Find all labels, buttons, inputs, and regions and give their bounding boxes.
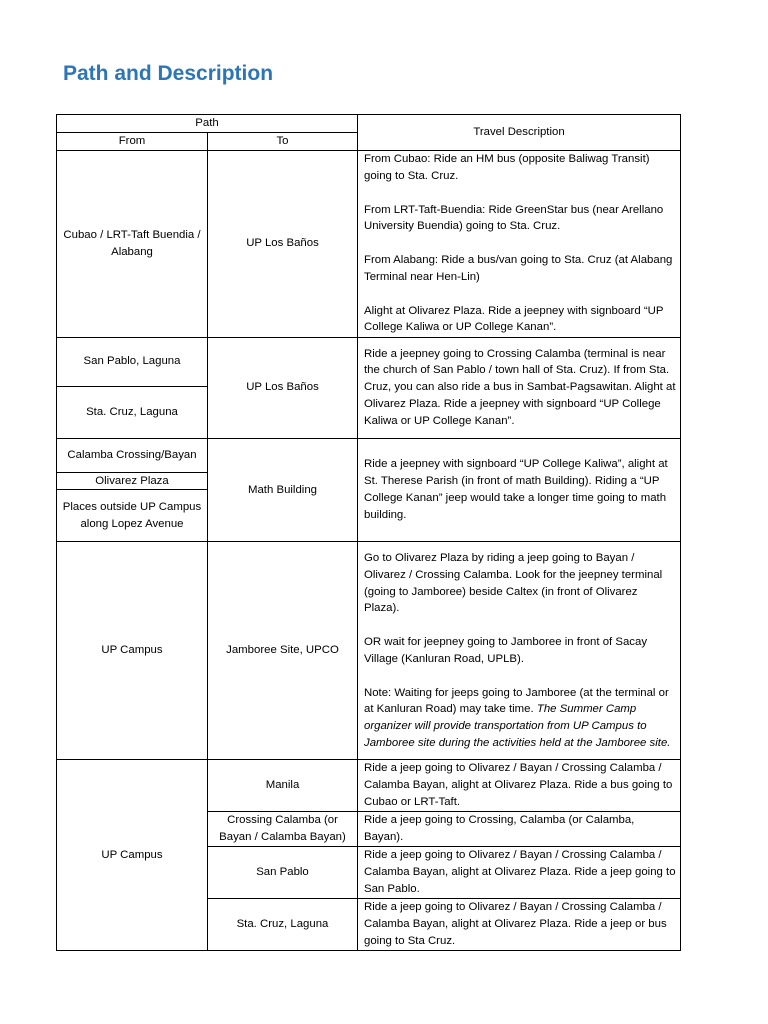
to-cell: Sta. Cruz, Laguna <box>208 898 358 950</box>
table-row <box>57 438 681 472</box>
description-paragraph: From LRT-Taft-Buendia: Ride GreenStar bus (near Arellano University Buendia) going to Sta. Cruz. <box>364 203 664 233</box>
from-cell: Cubao / LRT-Taft Buendia / Alabang <box>57 150 208 337</box>
description-cell: Ride a jeep going to Olivarez / Bayan / Crossing Calamba / Calamba Bayan, alight at Olivarez Plaza. Ride a jeep going to San Pablo. <box>358 846 681 898</box>
from-cell: Places outside UP Campus along Lopez Avenue <box>57 490 208 542</box>
description-cell: Ride a jeepney going to Crossing Calamba (terminal is near the church of San Pablo / town hall of Sta. Cruz). If from Sta. Cruz, you can also ride a bus in Sambat-Pagsawitan. Alight at Olivarez Plaza. Ride a jeepney with signboard “UP College Kaliwa or UP College Kanan”. <box>358 337 681 438</box>
from-cell: Sta. Cruz, Laguna <box>57 386 208 438</box>
note-italic-text: The Summer Camp organizer will provide transportation from UP Campus to Jamboree site during the activities held at the Jamboree site. <box>364 703 671 750</box>
header-row <box>57 115 681 133</box>
header-path: Path <box>57 115 358 133</box>
from-cell: Calamba Crossing/Bayan <box>57 438 208 472</box>
description-paragraph: Go to Olivarez Plaza by riding a jeep going to Bayan / Olivarez / Crossing Calamba. Look for the jeepney terminal (going to Jamboree) beside Caltex (in front of Olivarez Plaza). <box>364 551 663 615</box>
description-paragraph: From Cubao: Ride an HM bus (opposite Baliwag Transit) going to Sta. Cruz. <box>364 152 650 182</box>
to-cell: UP Los Baños <box>208 337 358 438</box>
section-heading: Path and Description <box>63 62 274 85</box>
table-row <box>57 337 681 386</box>
description-cell <box>358 542 681 760</box>
description-cell: Ride a jeepney with signboard “UP College Kaliwa”, alight at St. Therese Parish (in front of math Building). Riding a “UP College Kanan” jeep would take a longer time going to math building. <box>358 438 681 542</box>
description-cell: Ride a jeep going to Olivarez / Bayan / Crossing Calamba / Calamba Bayan, alight at Olivarez Plaza. Ride a jeep or bus going to Sta Cruz. <box>358 898 681 950</box>
to-cell: San Pablo <box>208 846 358 898</box>
header-from: From <box>57 132 208 150</box>
to-cell: Math Building <box>208 438 358 542</box>
from-cell: Olivarez Plaza <box>57 472 208 490</box>
description-paragraph: From Alabang: Ride a bus/van going to Sta. Cruz (at Alabang Terminal near Hen-Lin) <box>364 254 673 283</box>
from-cell: UP Campus <box>57 542 208 760</box>
to-cell: Jamboree Site, UPCO <box>208 542 358 760</box>
table-row <box>57 542 681 760</box>
to-cell: Manila <box>208 760 358 811</box>
table-row <box>57 760 681 811</box>
from-cell: San Pablo, Laguna <box>57 337 208 386</box>
route-table <box>56 114 681 951</box>
from-cell: UP Campus <box>57 760 208 950</box>
description-paragraph: OR wait for jeepney going to Jamboree in front of Sacay Village (Kanluran Road, UPLB). <box>364 636 648 665</box>
table-row <box>57 150 681 337</box>
description-paragraph: Alight at Olivarez Plaza. Ride a jeepney with signboard “UP College Kaliwa or UP College Kanan”. <box>364 304 664 334</box>
description-cell <box>358 150 681 337</box>
header-to: To <box>208 132 358 150</box>
to-cell: Crossing Calamba (or Bayan / Calamba Bayan) <box>208 811 358 846</box>
description-cell: Ride a jeep going to Crossing, Calamba (or Calamba, Bayan). <box>358 811 681 846</box>
description-cell: Ride a jeep going to Olivarez / Bayan / Crossing Calamba / Calamba Bayan, alight at Olivarez Plaza. Ride a bus going to Cubao or LRT-Taft. <box>358 760 681 811</box>
description-paragraph <box>364 685 676 752</box>
note-text: Note: Waiting for jeeps going to Jamboree (at the terminal or at Kanluran Road) may take time. <box>364 686 669 716</box>
header-description: Travel Description <box>358 115 681 151</box>
to-cell: UP Los Baños <box>208 150 358 337</box>
